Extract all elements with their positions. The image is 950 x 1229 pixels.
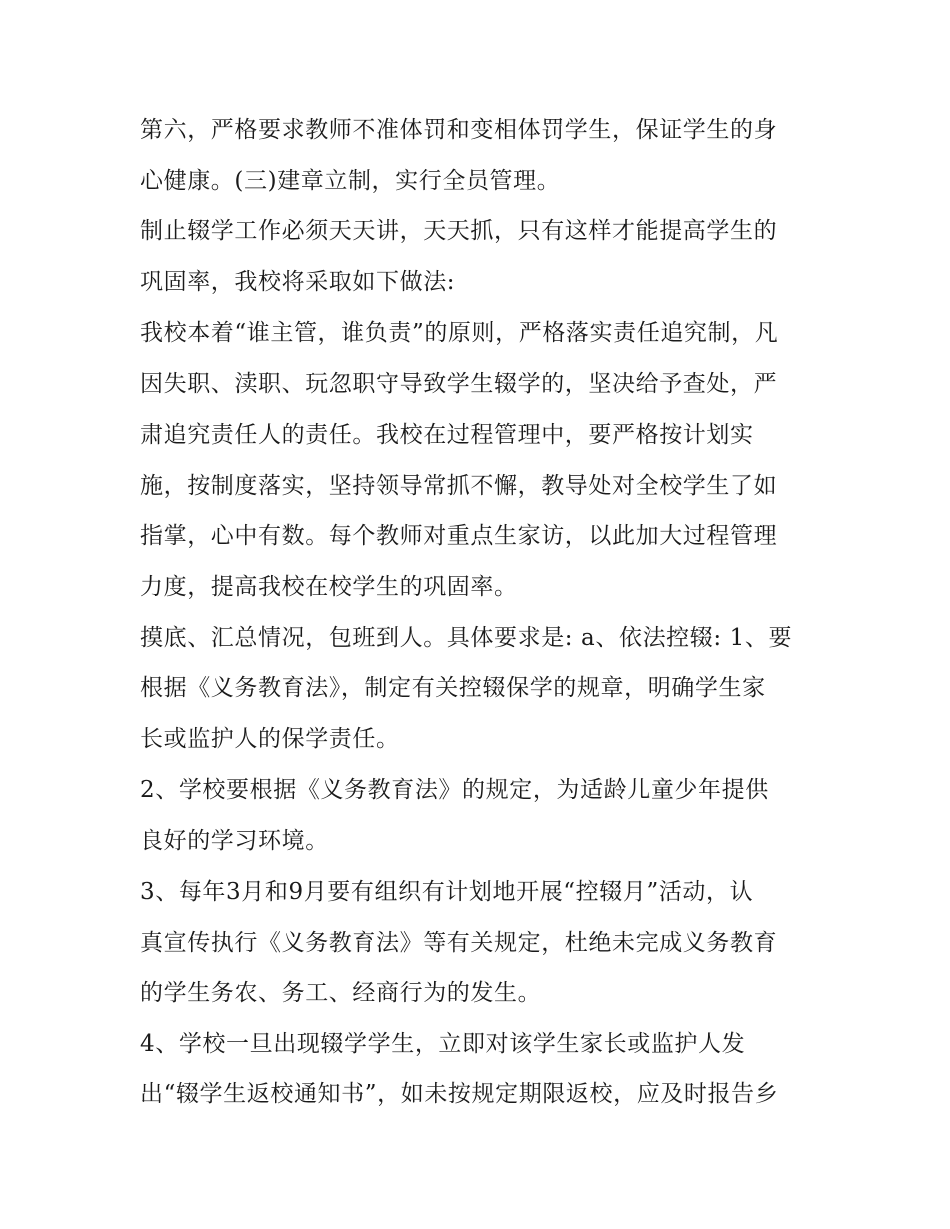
text-line: 出“辍学生返校通知书”，如未按规定期限返校，应及时报告乡 bbox=[140, 1081, 779, 1107]
text-line: 长或监护人的保学责任。 bbox=[140, 726, 400, 752]
text-line: 指掌，心中有数。每个教师对重点生家访，以此加大过程管理 bbox=[140, 523, 778, 549]
text-line: 根据《义务教育法》，制定有关控辍保学的规章，明确学生家 bbox=[140, 675, 766, 701]
text-line: 巩固率，我校将采取如下做法: bbox=[140, 269, 456, 295]
text-line: 2、学校要根据《义务教育法》的规定，为适龄儿童少年提供 bbox=[140, 777, 769, 803]
text-line: 的学生务农、务工、经商行为的发生。 bbox=[140, 980, 542, 1006]
text-line: 我校本着“谁主管，谁负责”的原则，严格落实责任追究制，凡 bbox=[140, 320, 779, 346]
text-line: 施，按制度落实，坚持领导常抓不懈，教导处对全校学生了如 bbox=[140, 473, 778, 499]
text-line: 良好的学习环境。 bbox=[140, 828, 329, 854]
text-line: 肃追究责任人的责任。我校在过程管理中，要严格按计划实 bbox=[140, 422, 754, 448]
text-line: 力度，提高我校在校学生的巩固率。 bbox=[140, 574, 518, 600]
text-line: 摸底、汇总情况，包班到人。具体要求是: a、依法控辍: 1、要 bbox=[140, 625, 793, 651]
text-line: 4、学校一旦出现辍学学生，立即对该学生家长或监护人发 bbox=[140, 1031, 746, 1057]
text-line: 制止辍学工作必须天天讲，天天抓，只有这样才能提高学生的 bbox=[140, 218, 778, 244]
text-line: 因失职、渎职、玩忽职守导致学生辍学的，坚决给予查处，严 bbox=[140, 371, 778, 397]
text-line: 3、每年3月和9月要有组织有计划地开展“控辍月”活动，认 bbox=[140, 879, 754, 905]
text-line: 心健康。(三)建章立制，实行全员管理。 bbox=[140, 168, 561, 194]
text-line: 第六，严格要求教师不准体罚和变相体罚学生，保证学生的身 bbox=[140, 117, 778, 143]
text-line: 真宣传执行《义务教育法》等有关规定，杜绝未完成义务教育 bbox=[140, 930, 778, 956]
